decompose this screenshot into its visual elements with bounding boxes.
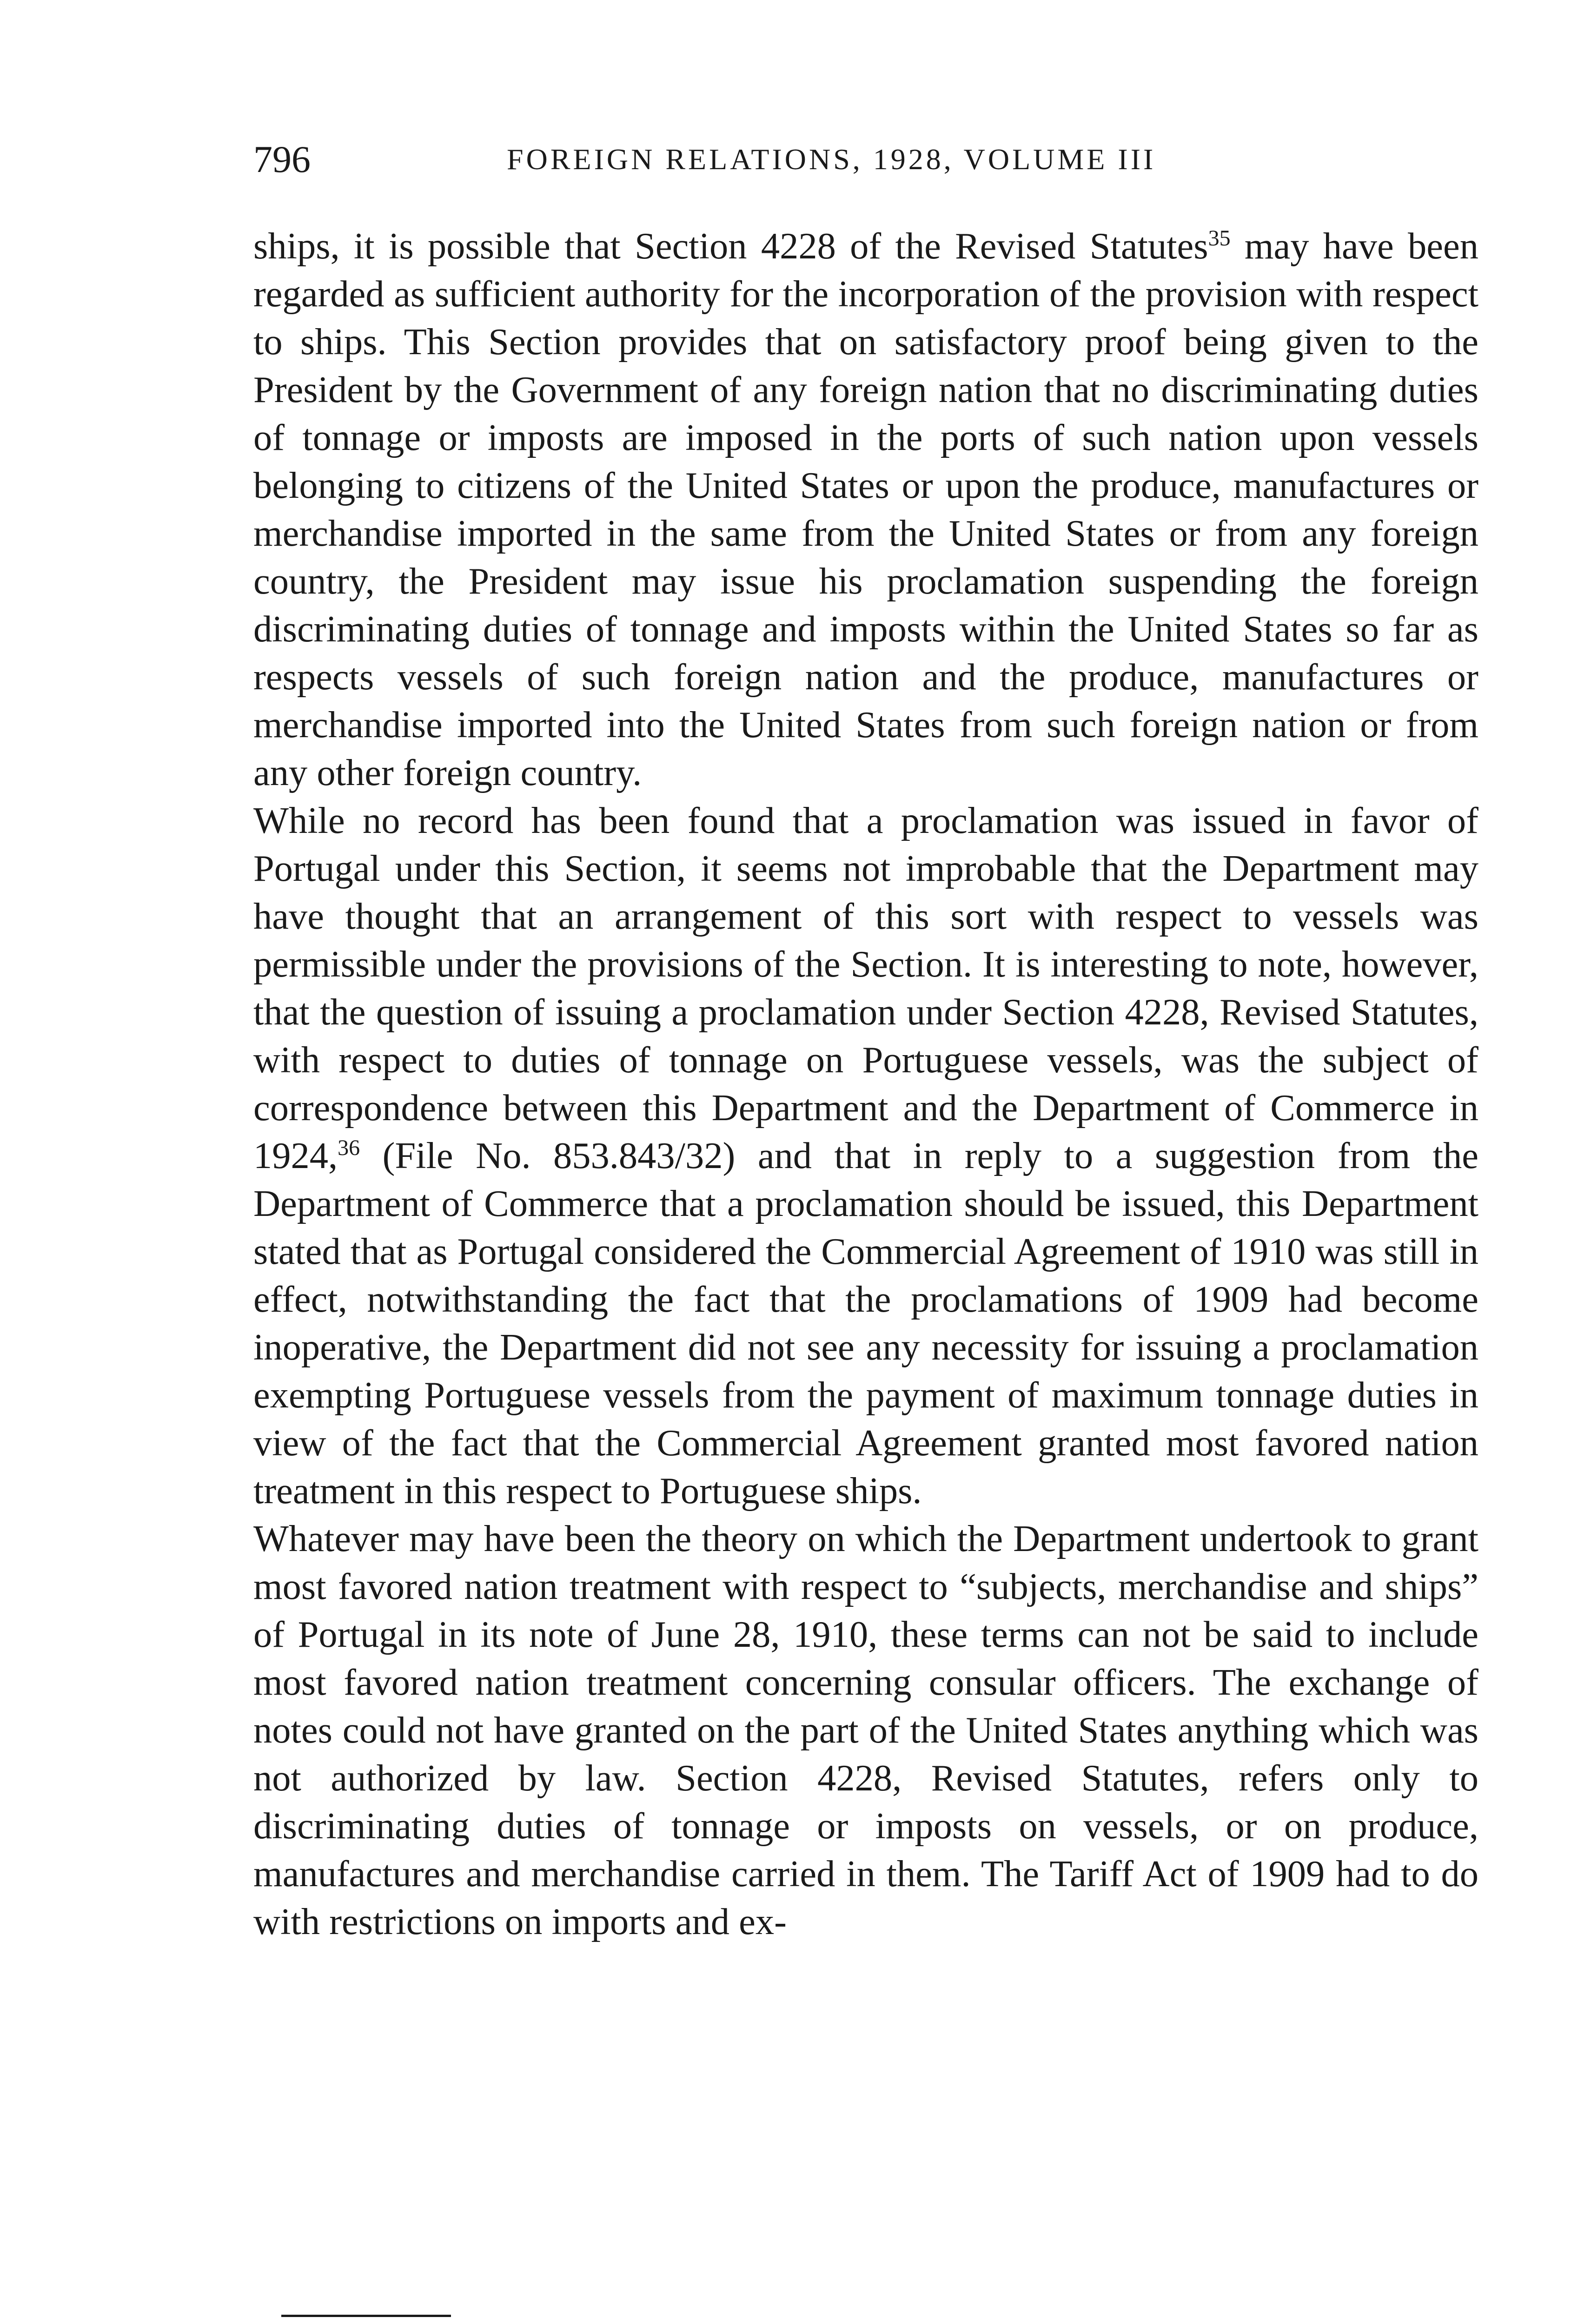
body-text [253, 222, 1478, 1946]
footnote-reference: 35 [1208, 226, 1231, 251]
paragraph [253, 797, 1478, 1515]
footnote-reference: 36 [338, 1136, 360, 1161]
paragraph: Whatever may have been the theory on which the Department undertook to grant most favored nation treatment with respect to “subjects, merchandise and ships” of Portugal in its note of June 28, 1910, these terms can not be said to include most favored nation treatment concerning consular officers. The exchange of notes could not have granted on the part of the United States anything which was not authorized by law. Section 4228, Revised Statutes, refers only to discriminating duties of tonnage or imposts on vessels, or on produce, manufactures and merchandise carried in them. The Tariff Act of 1909 had to do with restrictions on imports and ex- [253, 1518, 1478, 1942]
running-head: FOREIGN RELATIONS, 1928, VOLUME III [507, 143, 1156, 176]
footnote-divider [281, 2315, 451, 2317]
page-header [253, 134, 1478, 185]
paragraph-text: While no record has been found that a proclamation was issued in favor of Portugal under this Section, it seems not improbable that the Department may have thought that an arrangement of this sort with respect to vessels was permissible under the provisions of the Section. It is interesting to note, however, that the question of issuing a proclamation under Section 4228, Revised Statutes, with respect to duties of tonnage on Portuguese vessels, was the subject of correspondence between this Department and the Department of Commerce in 1924, [253, 800, 1478, 1176]
paragraph-text: may have been regarded as sufficient authority for the incorporation of the provision with respect to ships. This Section provides that on satisfactory proof being given to the President by the Government of any foreign nation that no discriminating duties of tonnage or imposts are imposed in the ports of such nation upon vessels belonging to citizens of the United States or upon the produce, manufactures or merchandise imported in the same from the United States or from any foreign country, the President may issue his proclamation suspending the foreign discriminating duties of tonnage and imposts within the United States so far as respects vessels of such foreign nation and the produce, manufactures or merchandise imported into the United States from such foreign nation or from any other foreign country. [253, 225, 1478, 793]
paragraph [253, 222, 1478, 797]
page-number: 796 [253, 138, 311, 180]
paragraph-text: ships, it is possible that Section 4228 of the Revised Statutes [253, 225, 1208, 267]
paragraph-text: (File No. 853.843/32) and that in reply to a suggestion from the Department of Commerce that a proclamation should be issued, this Department stated that as Portugal considered the Commercial Agreement of 1910 was still in effect, notwithstanding the fact that the proclamations of 1909 had become inoperative, the Department did not see any necessity for issuing a proclamation exempting Portuguese vessels from the payment of maximum tonnage duties in view of the fact that the Commercial Agreement granted most favored nation treatment in this respect to Portuguese ships. [253, 1135, 1478, 1512]
